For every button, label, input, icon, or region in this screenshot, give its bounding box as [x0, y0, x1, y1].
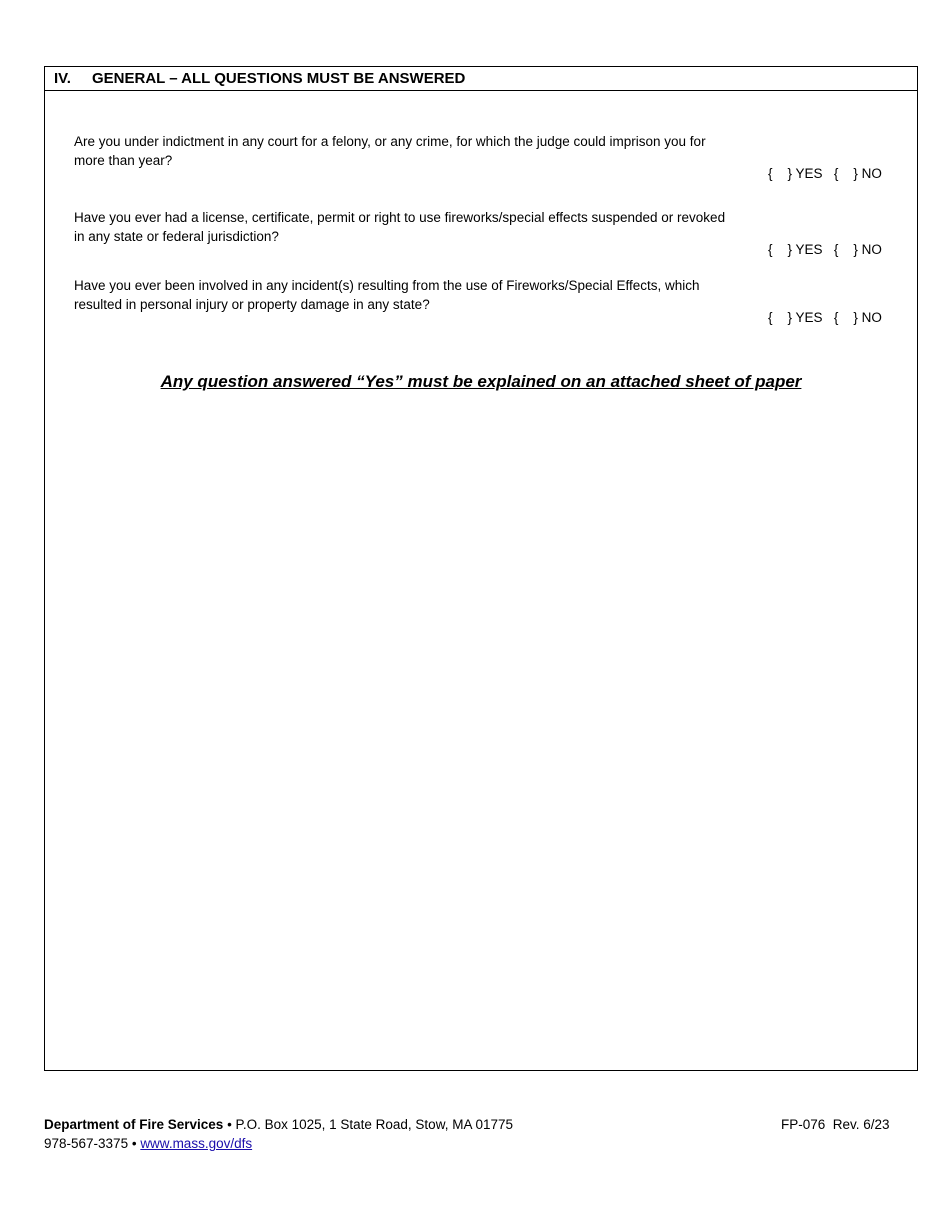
no-checkbox[interactable]: { } NO	[833, 242, 882, 257]
answer-1	[753, 151, 882, 196]
yes-checkbox[interactable]: { } YES	[768, 310, 823, 325]
section-iv-box	[44, 66, 918, 1071]
question-text: Have you ever had a license, certificate, permit or right to use fireworks/special effects suspended or revoked in any state or federal jurisdiction?	[74, 210, 726, 244]
footer-address: • P.O. Box 1025, 1 State Road, Stow, MA 01775	[223, 1117, 513, 1132]
answer-3	[753, 295, 882, 340]
explanation-note: Any question answered “Yes” must be explained on an attached sheet of paper	[160, 372, 802, 391]
question-text: Have you ever been involved in any incident(s) resulting from the use of Fireworks/Special Effects, which resulted in personal injury or property damage in any state?	[74, 278, 700, 312]
form-id: FP-076 Rev. 6/23	[781, 1117, 890, 1132]
section-number: IV.	[54, 70, 71, 87]
footer-department: Department of Fire Services	[44, 1117, 224, 1132]
footer-contact	[44, 1115, 513, 1153]
footer-line-2	[44, 1134, 513, 1153]
footer-website-link[interactable]: www.mass.gov/dfs	[140, 1136, 253, 1151]
section-title: GENERAL – ALL QUESTIONS MUST BE ANSWERED	[92, 70, 466, 87]
no-checkbox[interactable]: { } NO	[833, 166, 882, 181]
footer-phone: 978-567-3375 •	[44, 1136, 141, 1151]
yes-checkbox[interactable]: { } YES	[768, 166, 823, 181]
no-checkbox[interactable]: { } NO	[833, 310, 882, 325]
yes-checkbox[interactable]: { } YES	[768, 242, 823, 257]
footer-line-1	[44, 1115, 513, 1134]
answer-2	[753, 227, 882, 272]
question-text: Are you under indictment in any court for a felony, or any crime, for which the judge could imprison you for more than year?	[74, 134, 706, 168]
section-header	[45, 67, 917, 91]
